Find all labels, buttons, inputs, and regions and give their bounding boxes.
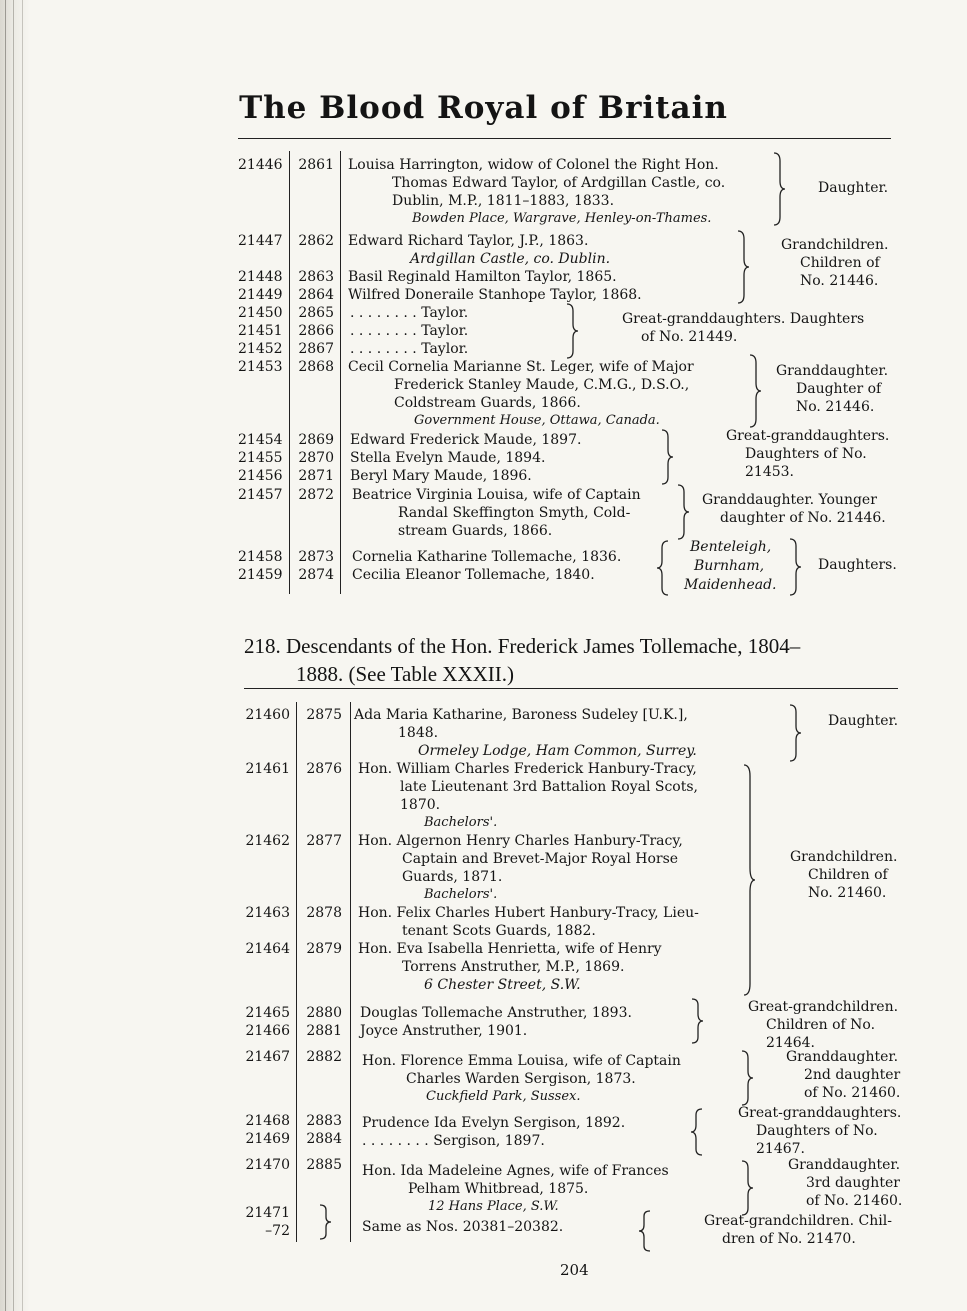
relation-note: Daughters. xyxy=(818,557,897,573)
column-rule xyxy=(350,702,351,1242)
residence-text: Benteleigh, xyxy=(690,539,772,555)
entry-residence: Cuckfield Park, Sussex. xyxy=(426,1089,581,1104)
entry-text: Wilfred Doneraile Stanhope Taylor, 1868. xyxy=(348,287,642,303)
relation-note: Daughter. xyxy=(828,713,899,729)
entry-number: 2862 xyxy=(298,233,334,249)
entry-number: 2882 xyxy=(306,1049,342,1065)
entry-text: . . . . . . . . Taylor. xyxy=(350,323,469,339)
entry-text: Basil Reginald Hamilton Taylor, 1865. xyxy=(348,269,617,285)
relation-note: Daughter. xyxy=(818,180,889,196)
page-title: The Blood Royal of Britain xyxy=(239,90,728,126)
entry-text: Hon. Felix Charles Hubert Hanbury-Tracy, Lieu- xyxy=(358,905,699,921)
entry-id: 21455 xyxy=(238,450,283,466)
entry-number: 2878 xyxy=(306,905,342,921)
entry-number: 2881 xyxy=(306,1023,342,1039)
right-brace xyxy=(690,998,704,1044)
relation-note: Children of xyxy=(800,255,880,271)
entry-number: 2880 xyxy=(306,1005,342,1021)
entry-text: Edward Frederick Maude, 1897. xyxy=(350,432,582,448)
relation-note: Great-granddaughters. xyxy=(738,1105,902,1121)
entry-text: Beryl Mary Maude, 1896. xyxy=(350,468,532,484)
relation-note: Children of No. xyxy=(766,1017,876,1033)
left-brace xyxy=(656,540,670,596)
entry-residence: Bowden Place, Wargrave, Henley-on-Thames. xyxy=(412,211,712,226)
entry-id: 21465 xyxy=(245,1005,290,1021)
right-brace xyxy=(565,303,579,359)
entry-number: 2870 xyxy=(298,450,334,466)
entry-text: Hon. Algernon Henry Charles Hanbury-Tracy, xyxy=(358,833,683,849)
entry-text: Guards, 1871. xyxy=(402,869,503,885)
binding-line xyxy=(5,0,6,1311)
relation-note: No. 21460. xyxy=(808,885,887,901)
left-brace xyxy=(638,1210,652,1252)
entry-number: 2867 xyxy=(298,341,334,357)
entry-number: 2866 xyxy=(298,323,334,339)
entry-residence: Ardgillan Castle, co. Dublin. xyxy=(410,251,611,267)
entry-id: 21464 xyxy=(245,941,290,957)
page-number: 204 xyxy=(560,1261,589,1279)
binding-line xyxy=(13,0,14,1311)
entry-number: 2883 xyxy=(306,1113,342,1129)
relation-note: Grandchildren. xyxy=(790,849,898,865)
relation-note: Granddaughter. xyxy=(788,1157,901,1173)
entry-text: Captain and Brevet-Major Royal Horse xyxy=(402,851,679,867)
entry-residence: Bachelors'. xyxy=(424,815,498,830)
right-brace xyxy=(736,230,750,304)
binding-line xyxy=(22,0,23,1311)
entry-number: 2884 xyxy=(306,1131,342,1147)
right-brace xyxy=(772,152,786,226)
entry-id: 21447 xyxy=(238,233,283,249)
relation-note: Daughter of xyxy=(796,381,882,397)
entry-id: 21450 xyxy=(238,305,283,321)
entry-number: 2863 xyxy=(298,269,334,285)
entry-id: 21460 xyxy=(245,707,290,723)
entry-id: 21446 xyxy=(238,157,283,173)
entry-number: 2876 xyxy=(306,761,342,777)
entry-text: Coldstream Guards, 1866. xyxy=(394,395,581,411)
title-rule xyxy=(238,138,891,139)
entry-text: Beatrice Virginia Louisa, wife of Captain xyxy=(352,487,641,503)
relation-note: 3rd daughter xyxy=(806,1175,900,1191)
entry-text: Prudence Ida Evelyn Sergison, 1892. xyxy=(362,1115,626,1131)
entry-id: 21454 xyxy=(238,432,283,448)
entry-number: 2871 xyxy=(298,468,334,484)
entry-number: 2885 xyxy=(306,1157,342,1173)
relation-note: 2nd daughter xyxy=(804,1067,901,1083)
left-brace xyxy=(690,1108,704,1156)
relation-note: Great-granddaughters. Daughters xyxy=(622,311,865,327)
entry-residence: Ormeley Lodge, Ham Common, Surrey. xyxy=(418,743,697,759)
entry-text: Charles Warden Sergison, 1873. xyxy=(406,1071,636,1087)
relation-note: No. 21446. xyxy=(800,273,879,289)
entry-text: Cecilia Eleanor Tollemache, 1840. xyxy=(352,567,595,583)
entry-id: 21452 xyxy=(238,341,283,357)
right-brace xyxy=(748,354,762,428)
entry-id: 21463 xyxy=(245,905,290,921)
entry-id: 21470 xyxy=(245,1157,290,1173)
right-brace xyxy=(660,429,674,485)
entry-id: 21466 xyxy=(245,1023,290,1039)
right-brace xyxy=(676,484,690,540)
entry-text: Thomas Edward Taylor, of Ardgillan Castle, co. xyxy=(392,175,726,191)
entry-id: 21468 xyxy=(245,1113,290,1129)
entry-id: 21462 xyxy=(245,833,290,849)
entry-text: Pelham Whitbread, 1875. xyxy=(408,1181,589,1197)
relation-note: Great-grandchildren. Chil- xyxy=(704,1213,892,1229)
entry-text: Edward Richard Taylor, J.P., 1863. xyxy=(348,233,589,249)
entry-text: Hon. Eva Isabella Henrietta, wife of Henry xyxy=(358,941,662,957)
relation-note: Granddaughter. xyxy=(776,363,889,379)
entry-id: 21456 xyxy=(238,468,283,484)
residence-text: Burnham, xyxy=(694,558,765,574)
relation-note: Granddaughter. Younger xyxy=(702,492,877,508)
entry-id: 21459 xyxy=(238,567,283,583)
entry-text: Hon. Florence Emma Louisa, wife of Captain xyxy=(362,1053,681,1069)
entry-text: Torrens Anstruther, M.P., 1869. xyxy=(402,959,625,975)
entry-number: 2861 xyxy=(298,157,334,173)
entry-text: Dublin, M.P., 1811–1883, 1833. xyxy=(392,193,615,209)
entry-text: stream Guards, 1866. xyxy=(398,523,553,539)
entry-number: 2874 xyxy=(298,567,334,583)
relation-note: Daughters of No. xyxy=(745,446,867,462)
entry-text: 1870. xyxy=(400,797,441,813)
relation-note: of No. 21460. xyxy=(806,1193,903,1209)
entry-text: Joyce Anstruther, 1901. xyxy=(360,1023,528,1039)
entry-id: 21467 xyxy=(245,1049,290,1065)
column-rule xyxy=(296,702,297,1242)
entry-text: Douglas Tollemache Anstruther, 1893. xyxy=(360,1005,632,1021)
entry-text: . . . . . . . . Taylor. xyxy=(350,305,469,321)
entry-text: Louisa Harrington, widow of Colonel the Right Hon. xyxy=(348,157,719,173)
relation-note: No. 21446. xyxy=(796,399,875,415)
right-brace xyxy=(788,704,802,762)
right-brace xyxy=(740,1050,754,1106)
relation-note: 21467. xyxy=(756,1141,805,1157)
entry-id: 21453 xyxy=(238,359,283,375)
entry-text: late Lieutenant 3rd Battalion Royal Scots, xyxy=(400,779,698,795)
entry-text: Randal Skeffington Smyth, Cold- xyxy=(398,505,631,521)
entry-text: Hon. William Charles Frederick Hanbury-Tracy, xyxy=(358,761,697,777)
relation-note: Children of xyxy=(808,867,888,883)
entry-text: Stella Evelyn Maude, 1894. xyxy=(350,450,546,466)
relation-note: Great-grandchildren. xyxy=(748,999,899,1015)
entry-number: 2877 xyxy=(306,833,342,849)
right-brace xyxy=(318,1204,332,1240)
relation-note: of No. 21449. xyxy=(641,329,738,345)
entry-text: Frederick Stanley Maude, C.M.G., D.S.O., xyxy=(394,377,690,393)
entry-text: 1848. xyxy=(398,725,439,741)
entry-id: 21451 xyxy=(238,323,283,339)
relation-note: dren of No. 21470. xyxy=(722,1231,856,1247)
entry-residence: 12 Hans Place, S.W. xyxy=(428,1199,559,1214)
section-heading: 218. Descendants of the Hon. Frederick James Tollemache, 1804– xyxy=(244,634,801,658)
right-brace xyxy=(742,764,756,996)
entry-id: 21461 xyxy=(245,761,290,777)
right-brace xyxy=(788,538,802,596)
entry-id: 21457 xyxy=(238,487,283,503)
entry-id: 21458 xyxy=(238,549,283,565)
entry-text: Same as Nos. 20381–20382. xyxy=(362,1219,564,1235)
entry-text: tenant Scots Guards, 1882. xyxy=(402,923,596,939)
entry-text: Hon. Ida Madeleine Agnes, wife of Frances xyxy=(362,1163,669,1179)
relation-note: Granddaughter. xyxy=(786,1049,899,1065)
relation-note: 21453. xyxy=(745,464,794,480)
entry-number: 2868 xyxy=(298,359,334,375)
relation-note: 21464. xyxy=(766,1035,815,1051)
entry-residence: Government House, Ottawa, Canada. xyxy=(414,413,660,428)
entry-id: 21448 xyxy=(238,269,283,285)
entry-number: 2864 xyxy=(298,287,334,303)
entry-text: Cecil Cornelia Marianne St. Leger, wife of Major xyxy=(348,359,694,375)
entry-residence: 6 Chester Street, S.W. xyxy=(424,977,581,993)
relation-note: daughter of No. 21446. xyxy=(720,510,886,526)
right-brace xyxy=(740,1160,754,1216)
entry-number: 2879 xyxy=(306,941,342,957)
section-heading: 1888. (See Table XXXII.) xyxy=(296,662,514,686)
entry-id: 21469 xyxy=(245,1131,290,1147)
entry-number: 2873 xyxy=(298,549,334,565)
entry-id: 21449 xyxy=(238,287,283,303)
residence-text: Maidenhead. xyxy=(684,577,777,593)
entry-number: 2869 xyxy=(298,432,334,448)
column-rule xyxy=(340,151,341,594)
entry-text: Cornelia Katharine Tollemache, 1836. xyxy=(352,549,622,565)
relation-note: of No. 21460. xyxy=(804,1085,901,1101)
entry-text: Ada Maria Katharine, Baroness Sudeley [U.K.], xyxy=(354,707,688,723)
entry-residence: Bachelors'. xyxy=(424,887,498,902)
entry-number: 2872 xyxy=(298,487,334,503)
entry-text: . . . . . . . . Sergison, 1897. xyxy=(362,1133,545,1149)
entry-number: 2865 xyxy=(298,305,334,321)
entry-text: . . . . . . . . Taylor. xyxy=(350,341,469,357)
entry-id: 21471 –72 xyxy=(245,1205,290,1239)
relation-note: Great-granddaughters. xyxy=(726,428,890,444)
relation-note: Grandchildren. xyxy=(781,237,889,253)
relation-note: Daughters of No. xyxy=(756,1123,878,1139)
section-rule xyxy=(244,688,898,689)
entry-number: 2875 xyxy=(306,707,342,723)
